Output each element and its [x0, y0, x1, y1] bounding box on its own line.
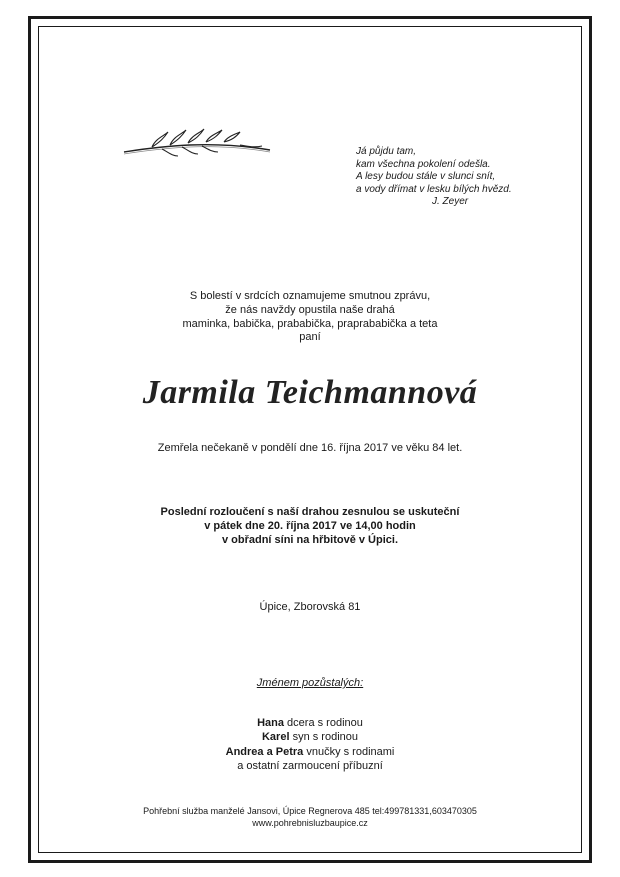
funeral-details	[0, 505, 620, 547]
poem-author: J. Zeyer	[432, 196, 469, 208]
survivor-row	[0, 745, 620, 759]
deceased-name: Jarmila Teichmannová	[142, 374, 478, 411]
intro-line: paní	[299, 331, 321, 344]
survivor-row	[0, 730, 620, 744]
funeral-line: v obřadní síni na hřbitově v Úpici.	[221, 534, 399, 546]
poem-line: kam všechna pokolení odešla.	[356, 158, 491, 170]
announcement-intro	[0, 290, 620, 345]
intro-line: S bolestí v srdcích oznamujeme smutnou zprávu,	[189, 290, 431, 302]
survivor-names: Andrea a Petra	[225, 745, 304, 758]
funeral-line: v pátek dne 20. října 2017 ve 14,00 hodin	[204, 520, 416, 532]
survivor-relation: a ostatní zarmoucení příbuzní	[237, 760, 383, 773]
survivor-relation: dcera s rodinou	[284, 717, 363, 729]
death-notice: Zemřela nečekaně v pondělí dne 16. října 2017 ve věku 84 let.	[157, 442, 463, 454]
survivor-names: Karel	[261, 731, 290, 744]
address: Úpice, Zborovská 81	[259, 601, 361, 613]
survivors-list	[0, 716, 620, 774]
olive-branch-icon	[122, 128, 272, 160]
survivor-row	[0, 759, 620, 773]
footer-contact: Pohřební služba manželé Jansovi, Úpice Regnerova 485 tel:499781331,603470305	[143, 806, 477, 816]
poem-line: A lesy budou stále v slunci snít,	[356, 171, 496, 183]
survivors-title	[0, 677, 620, 689]
funeral-line: Poslední rozloučení s naší drahou zesnulou se uskuteční	[160, 506, 460, 518]
survivor-names: Hana	[257, 717, 284, 729]
survivors-title-text: Jménem pozůstalých:	[256, 677, 364, 689]
poem-line: a vody dřímat v lesku bílých hvězd.	[356, 183, 512, 195]
survivor-relation: syn s rodinou	[289, 731, 358, 744]
funeral-service-footer	[0, 806, 620, 829]
poem	[356, 146, 512, 209]
intro-line: že nás navždy opustila naše drahá	[225, 303, 395, 316]
poem-line: Já půjdu tam,	[356, 146, 417, 157]
intro-line: maminka, babička, prababička, praprababička a teta	[182, 317, 438, 330]
survivor-row	[0, 716, 620, 730]
survivor-relation: vnučky s rodinami	[303, 745, 395, 758]
footer-website: www.pohrebnisluzbaupice.cz	[252, 817, 368, 828]
